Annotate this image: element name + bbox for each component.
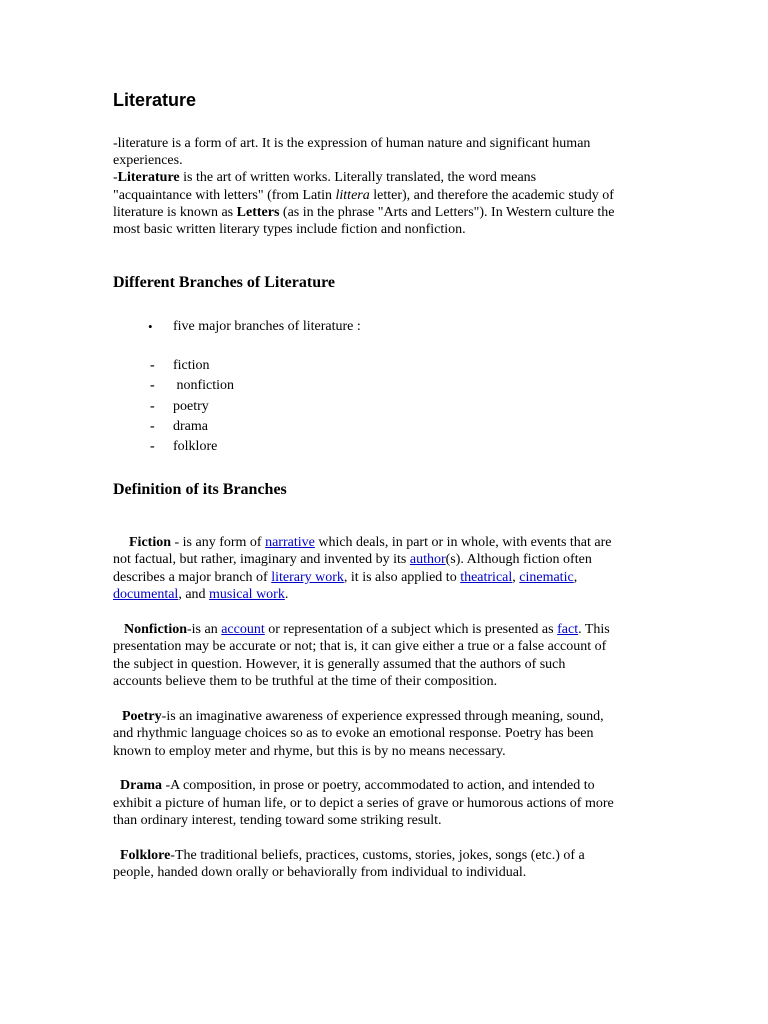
list-dash: - bbox=[150, 378, 155, 393]
intro-line-5-b: (as in the phrase "Arts and Letters"). In Western culture the bbox=[279, 205, 615, 220]
poetry-line-1 bbox=[122, 708, 604, 726]
fiction-text: . bbox=[284, 587, 289, 602]
fiction-line-3 bbox=[113, 569, 577, 587]
list-dash: - bbox=[150, 358, 155, 373]
nonfiction-text: or representation of a subject which is presented as bbox=[264, 622, 558, 637]
intro-line-5 bbox=[113, 204, 614, 222]
fiction-text: describes a major branch of bbox=[113, 570, 272, 585]
list-dash: - bbox=[150, 439, 155, 454]
fiction-text: (s). Although fiction often bbox=[445, 552, 592, 567]
list-item: nonfiction bbox=[173, 378, 235, 393]
bullet-glyph: • bbox=[148, 319, 153, 334]
literary-work-link[interactable]: literary work bbox=[271, 570, 344, 585]
list-item: poetry bbox=[173, 399, 209, 414]
intro-line-4 bbox=[113, 187, 614, 205]
fiction-line-2 bbox=[113, 551, 592, 569]
fact-link[interactable]: fact bbox=[557, 622, 579, 637]
poetry-line-2: and rhythmic language choices so as to evoke an emotional response. Poetry has been bbox=[113, 726, 594, 741]
fiction-line-1 bbox=[129, 534, 611, 552]
folklore-line-1 bbox=[120, 847, 585, 865]
intro-line-4-a: "acquaintance with letters" (from Latin bbox=[113, 188, 336, 203]
intro-line-3-text: is the art of written works. Literally translated, the word means bbox=[179, 170, 537, 185]
intro-line-6: most basic written literary types include fiction and nonfiction. bbox=[113, 222, 466, 237]
intro-line-4-b: letter), and therefore the academic study of bbox=[369, 188, 614, 203]
nonfiction-text: . This bbox=[578, 622, 610, 637]
drama-term: Drama bbox=[120, 778, 162, 793]
poetry-text: -is an imaginative awareness of experience expressed through meaning, sound, bbox=[161, 709, 604, 724]
folklore-term: Folklore bbox=[120, 848, 171, 863]
musical-work-link[interactable]: musical work bbox=[209, 587, 285, 602]
documental-link[interactable]: documental bbox=[113, 587, 179, 602]
author-link[interactable]: author bbox=[409, 552, 446, 567]
list-item: folklore bbox=[173, 439, 218, 454]
branches-heading: Different Branches of Literature bbox=[113, 274, 336, 291]
drama-line-1 bbox=[120, 777, 595, 795]
intro-line-5-a: literature is known as bbox=[113, 205, 237, 220]
nonfiction-line-2: presentation may be accurate or not; that is, it can give either a true or a false account of bbox=[113, 639, 607, 654]
page-title: Literature bbox=[113, 90, 197, 110]
fiction-text: - is any form of bbox=[171, 535, 266, 550]
literature-term: Literature bbox=[117, 170, 180, 185]
folklore-line-2: people, handed down orally or behaviorally from individual to individual. bbox=[113, 865, 527, 880]
nonfiction-line-3: the subject in question. However, it is generally assumed that the authors of such bbox=[113, 657, 566, 672]
nonfiction-term: Nonfiction bbox=[124, 622, 187, 637]
intro-dash: - bbox=[113, 170, 118, 185]
fiction-text: which deals, in part or in whole, with events that are bbox=[314, 535, 612, 550]
drama-line-3: than ordinary interest, tending toward some striking result. bbox=[113, 813, 442, 828]
intro-line-2: experiences. bbox=[113, 153, 183, 168]
drama-line-2: exhibit a picture of human life, or to depict a series of grave or humorous actions of more bbox=[113, 796, 614, 811]
intro-line-1: -literature is a form of art. It is the expression of human nature and significant human bbox=[113, 136, 591, 151]
drama-text: -A composition, in prose or poetry, accommodated to action, and intended to bbox=[162, 778, 595, 793]
fiction-text: , bbox=[573, 570, 578, 585]
letters-term: Letters bbox=[236, 205, 280, 220]
list-item: fiction bbox=[173, 358, 210, 373]
poetry-line-3: known to employ meter and rhyme, but this is by no means necessary. bbox=[113, 744, 506, 759]
nonfiction-line-4: accounts believe them to be truthful at the time of their composition. bbox=[113, 674, 498, 689]
bullet-text: five major branches of literature : bbox=[173, 319, 361, 334]
littera-term: littera bbox=[335, 188, 370, 203]
nonfiction-text: -is an bbox=[187, 622, 222, 637]
fiction-text: , it is also applied to bbox=[343, 570, 461, 585]
folklore-text: -The traditional beliefs, practices, customs, stories, jokes, songs (etc.) of a bbox=[170, 848, 585, 863]
fiction-text: not factual, but rather, imaginary and invented by its bbox=[113, 552, 410, 567]
list-dash: - bbox=[150, 399, 155, 414]
poetry-term: Poetry bbox=[122, 709, 162, 724]
list-item: drama bbox=[173, 419, 208, 434]
fiction-text: , and bbox=[178, 587, 210, 602]
nonfiction-line-1 bbox=[124, 621, 610, 639]
definitions-heading: Definition of its Branches bbox=[113, 481, 287, 498]
list-dash: - bbox=[150, 419, 155, 434]
fiction-line-4 bbox=[113, 586, 288, 604]
fiction-text: , bbox=[512, 570, 520, 585]
intro-line-3 bbox=[113, 169, 536, 187]
cinematic-link[interactable]: cinematic bbox=[519, 570, 574, 585]
narrative-link[interactable]: narrative bbox=[265, 535, 315, 550]
account-link[interactable]: account bbox=[221, 622, 265, 637]
theatrical-link[interactable]: theatrical bbox=[460, 570, 513, 585]
fiction-term: Fiction bbox=[129, 535, 171, 550]
